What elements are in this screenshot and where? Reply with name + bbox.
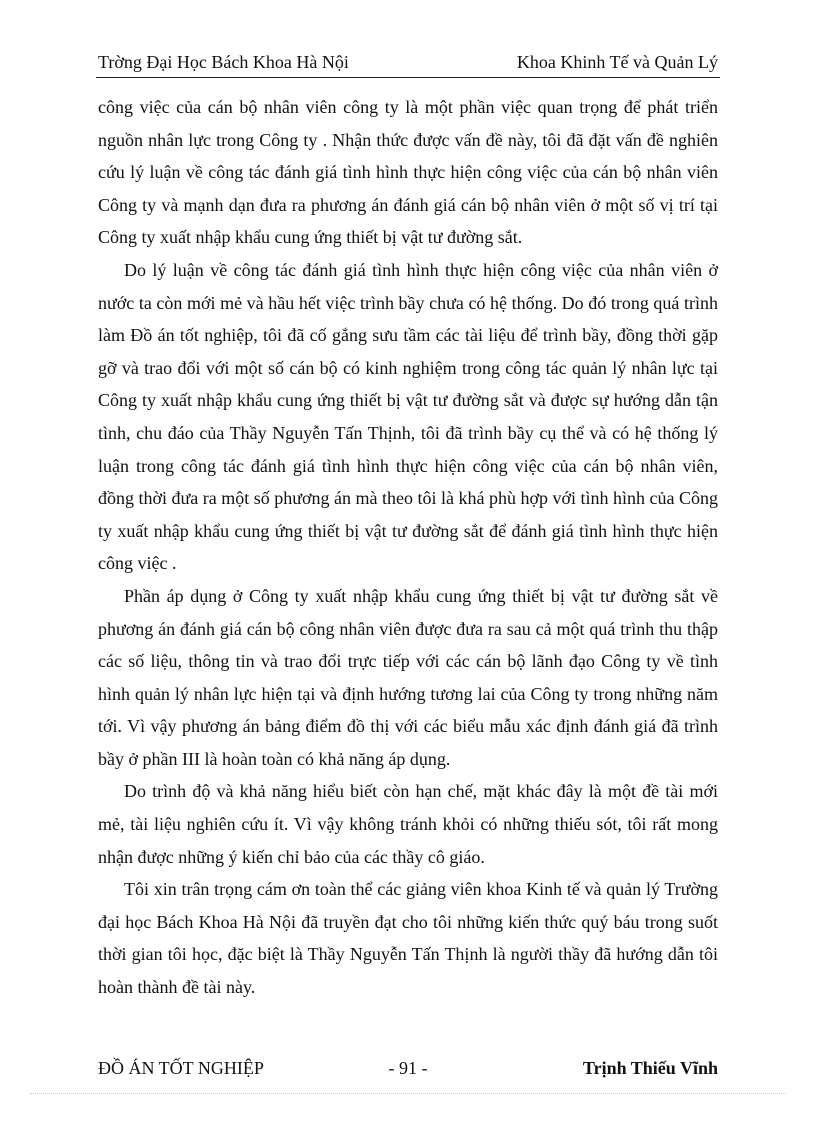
paragraph-continuation: công việc của cán bộ nhân viên công ty là một phần việc quan trọng để phát triển nguồn nhân lực trong Công ty . Nhận thức được vấn đề này, tôi đã đặt vấn đề nghiên cứu lý luận về công tác đánh giá tình hình thực hiện công việc của cán bộ nhân viên Công ty và mạnh dạn đưa ra phương án đánh giá cán bộ nhân viên ở một số vị trí tại Công ty xuất nhập khẩu cung ứng thiết bị vật tư đường sắt. [98,97,718,248]
footer-doc-type: ĐỒ ÁN TỐT NGHIỆP [98,1058,264,1078]
page-footer [98,1058,718,1082]
paragraph-acknowledgement: Tôi xin trân trọng cám ơn toàn thể các giảng viên khoa Kinh tế và quản lý Trường đại học Bách Khoa Hà Nội đã truyền đạt cho tôi những kiến thức quý báu trong suốt thời gian tôi học, đặc biệt là Thầy Nguyễn Tấn Thịnh là người thầy đã hướng dẫn tôi hoàn thành đề tài này. [98,879,718,998]
header-university: Trờng Đại Học Bách Khoa Hà Nội [98,52,349,72]
page-number: - 91 - [388,1058,428,1078]
footer-author: Trịnh Thiếu Vĩnh [582,1058,718,1078]
paragraph-theory: Do lý luận về công tác đánh giá tình hình thực hiện công việc của nhân viên ở nước ta còn mới mẻ và hầu hết việc trình bầy chưa có hệ thống. Do đó trong quá trình làm Đồ án tốt nghiệp, tôi đã cố gắng sưu tầm các tài liệu để trình bầy, đồng thời gặp gỡ và trao đổi với một số cán bộ có kinh nghiệm trong công tác quản lý nhân lực tại Công ty xuất nhập khẩu cung ứng thiết bị vật tư đường sắt và được sự hướng dẫn tận tình, chu đáo của Thầy Nguyễn Tấn Thịnh, tôi đã trình bầy cụ thể và có hệ thống lý luận trong công tác đánh giá tình hình thực hiện công việc của cán bộ nhân viên, đồng thời đưa ra một số phương án mà theo tôi là khá phù hợp với tình hình của Công ty xuất nhập khẩu cung ứng thiết bị vật tư đường sắt để đánh giá tình hình thực hiện công việc . [98,259,719,574]
bottom-dotted-rule [30,1093,786,1094]
document-body [98,91,718,1004]
header-divider [96,77,720,78]
paragraph-limitations: Do trình độ và khả năng hiểu biết còn hạn chế, mặt khác đây là một đề tài mới mẻ, tài liệu nghiên cứu ít. Vì vậy không tránh khỏi có những thiếu sót, tôi rất mong nhận được những ý kiến chỉ bảo của các thầy cô giáo. [98,781,718,867]
paragraph-application: Phần áp dụng ở Công ty xuất nhập khẩu cung ứng thiết bị vật tư đường sắt về phương án đánh giá cán bộ công nhân viên được đưa ra sau cả một quá trình thu thập các số liệu, thông tin và trao đổi trực tiếp với các cán bộ lãnh đạo Công ty về tình hình quản lý nhân lực hiện tại và định hướng tương lai của Công ty trong những năm tới. Vì vậy phương án bảng điểm đồ thị với các biểu mẫu xác định đánh giá đã trình bầy ở phần III là hoàn toàn có khả năng áp dụng. [98,585,718,769]
page-header [98,47,718,73]
header-faculty: Khoa Khinh Tế và Quản Lý [516,52,718,72]
